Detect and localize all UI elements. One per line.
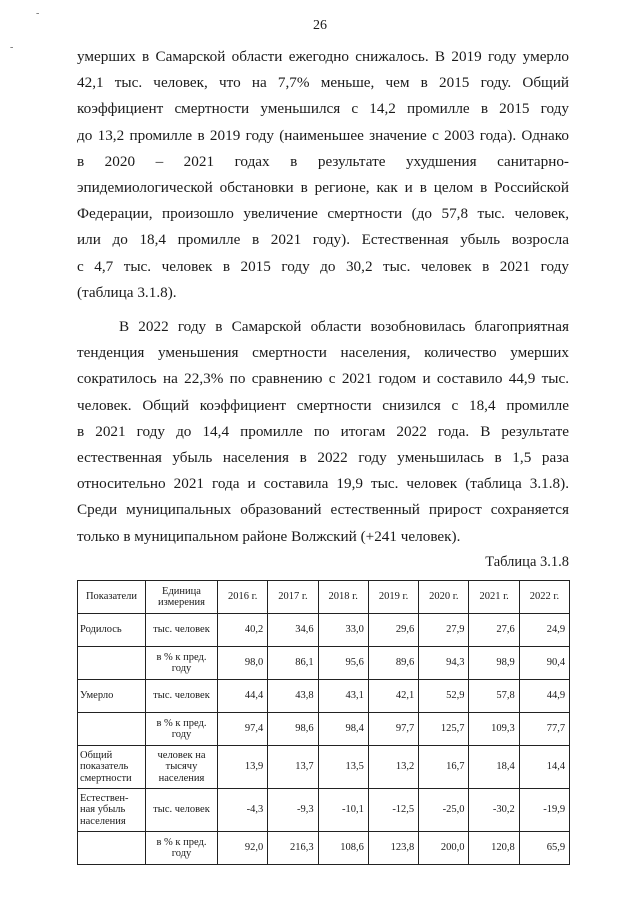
value-cell: 108,6 <box>318 832 368 865</box>
value-cell: 120,8 <box>469 832 519 865</box>
value-cell: 89,6 <box>368 647 418 680</box>
value-cell: 24,9 <box>519 614 569 647</box>
text-line: человек. Общий коэффициент смертности снизился с 18,4 промилле <box>77 396 569 414</box>
value-cell: 44,4 <box>218 680 268 713</box>
margin-mark: - <box>36 8 40 19</box>
value-cell: 109,3 <box>469 713 519 746</box>
value-cell: 95,6 <box>318 647 368 680</box>
text-line: естественная убыль населения в 2022 году уменьшилась в 1,5 раза <box>77 449 569 467</box>
unit-cell: тыс. человек <box>146 680 218 713</box>
text-line: 42,1 тыс. человек, что на 7,7% меньше, чем в 2015 году. Общий <box>77 74 569 92</box>
column-header: 2018 г. <box>318 581 368 614</box>
unit-cell: тыс. человек <box>146 789 218 832</box>
table-row <box>78 713 570 746</box>
text-line: В 2022 году в Самарской области возобновилась благоприятная <box>119 318 569 335</box>
value-cell: 33,0 <box>318 614 368 647</box>
table-row <box>78 680 570 713</box>
text-line: с 4,7 тыс. человек в 2015 году до 30,2 тыс. человек в 2021 году <box>77 257 569 275</box>
text-line: до 13,2 промилле в 2019 году (наименьшее значение с 2003 года). Однако <box>77 126 569 144</box>
value-cell: -10,1 <box>318 789 368 832</box>
value-cell: 13,9 <box>218 746 268 789</box>
text-line: умерших в Самарской области ежегодно снижалось. В 2019 году умерло <box>77 48 569 65</box>
value-cell: -30,2 <box>469 789 519 832</box>
value-cell: 86,1 <box>268 647 318 680</box>
value-cell: 98,4 <box>318 713 368 746</box>
table-row <box>78 746 570 789</box>
column-header: Единица измерения <box>146 581 218 614</box>
value-cell: 44,9 <box>519 680 569 713</box>
column-header: Показатели <box>78 581 146 614</box>
value-cell: 57,8 <box>469 680 519 713</box>
text-line: или до 18,4 промилле в 2021 году). Естественная убыль возросла <box>77 231 569 249</box>
column-header: 2016 г. <box>218 581 268 614</box>
value-cell: 40,2 <box>218 614 268 647</box>
indicator-cell: Родилось <box>78 614 146 647</box>
column-header: 2019 г. <box>368 581 418 614</box>
value-cell: 94,3 <box>419 647 469 680</box>
text-line: Среди муниципальных образований естественный прирост сохраняется <box>77 501 569 519</box>
value-cell: 52,9 <box>419 680 469 713</box>
paragraph-2 <box>77 314 569 550</box>
value-cell: 97,4 <box>218 713 268 746</box>
value-cell: 43,8 <box>268 680 318 713</box>
column-header: 2020 г. <box>419 581 469 614</box>
table-row <box>78 789 570 832</box>
value-cell: 14,4 <box>519 746 569 789</box>
unit-cell: в % к пред. году <box>146 647 218 680</box>
table-row <box>78 832 570 865</box>
column-header: 2021 г. <box>469 581 519 614</box>
value-cell: 13,5 <box>318 746 368 789</box>
column-header: 2017 г. <box>268 581 318 614</box>
value-cell: 65,9 <box>519 832 569 865</box>
table-header-row <box>78 581 570 614</box>
value-cell: 43,1 <box>318 680 368 713</box>
indicator-cell: Естествен-ная убыль населения <box>78 789 146 832</box>
value-cell: -4,3 <box>218 789 268 832</box>
indicator-cell <box>78 647 146 680</box>
value-cell: 16,7 <box>419 746 469 789</box>
indicator-cell: Умерло <box>78 680 146 713</box>
statistics-table <box>77 580 570 865</box>
value-cell: 13,2 <box>368 746 418 789</box>
value-cell: 18,4 <box>469 746 519 789</box>
value-cell: 97,7 <box>368 713 418 746</box>
value-cell: 42,1 <box>368 680 418 713</box>
value-cell: 34,6 <box>268 614 318 647</box>
margin-mark: - <box>10 42 14 53</box>
value-cell: -19,9 <box>519 789 569 832</box>
value-cell: 77,7 <box>519 713 569 746</box>
indicator-cell <box>78 713 146 746</box>
value-cell: 125,7 <box>419 713 469 746</box>
indicator-cell: Общий показатель смертности <box>78 746 146 789</box>
text-line: тенденция уменьшения смертности населения, количество умерших <box>77 344 569 362</box>
value-cell: -25,0 <box>419 789 469 832</box>
value-cell: 98,6 <box>268 713 318 746</box>
page-number: 26 <box>313 18 327 33</box>
unit-cell: человек на тысячу населения <box>146 746 218 789</box>
value-cell: 29,6 <box>368 614 418 647</box>
table-row <box>78 614 570 647</box>
text-line: сократилось на 22,3% по сравнению с 2021 годом и составило 44,9 тыс. <box>77 370 569 388</box>
value-cell: 98,9 <box>469 647 519 680</box>
table-row <box>78 647 570 680</box>
value-cell: -12,5 <box>368 789 418 832</box>
unit-cell: тыс. человек <box>146 614 218 647</box>
text-line: в 2021 году до 14,4 промилле по итогам 2022 года. В результате <box>77 422 569 440</box>
column-header: 2022 г. <box>519 581 569 614</box>
text-line: (таблица 3.1.8). <box>77 283 177 301</box>
unit-cell: в % к пред. году <box>146 713 218 746</box>
value-cell: 90,4 <box>519 647 569 680</box>
text-line: Федерации, произошло увеличение смертности (до 57,8 тыс. человек, <box>77 205 569 223</box>
indicator-cell <box>78 832 146 865</box>
value-cell: 27,6 <box>469 614 519 647</box>
text-line: в 2020 – 2021 годах в результате ухудшения санитарно- <box>77 152 569 170</box>
value-cell: -9,3 <box>268 789 318 832</box>
text-line: эпидемиологической обстановки в регионе, как и в целом в Российской <box>77 179 569 197</box>
value-cell: 123,8 <box>368 832 418 865</box>
value-cell: 98,0 <box>218 647 268 680</box>
text-line: только в муниципальном районе Волжский (+241 человек). <box>77 527 461 545</box>
text-line: относительно 2021 года и составила 19,9 тыс. человек (таблица 3.1.8). <box>77 475 569 493</box>
unit-cell: в % к пред. году <box>146 832 218 865</box>
value-cell: 216,3 <box>268 832 318 865</box>
value-cell: 92,0 <box>218 832 268 865</box>
value-cell: 13,7 <box>268 746 318 789</box>
paragraph-1 <box>77 44 569 306</box>
value-cell: 27,9 <box>419 614 469 647</box>
table-caption: Таблица 3.1.8 <box>485 554 569 570</box>
value-cell: 200,0 <box>419 832 469 865</box>
text-line: коэффициент смертности уменьшился с 14,2 промилле в 2015 году <box>77 100 569 118</box>
